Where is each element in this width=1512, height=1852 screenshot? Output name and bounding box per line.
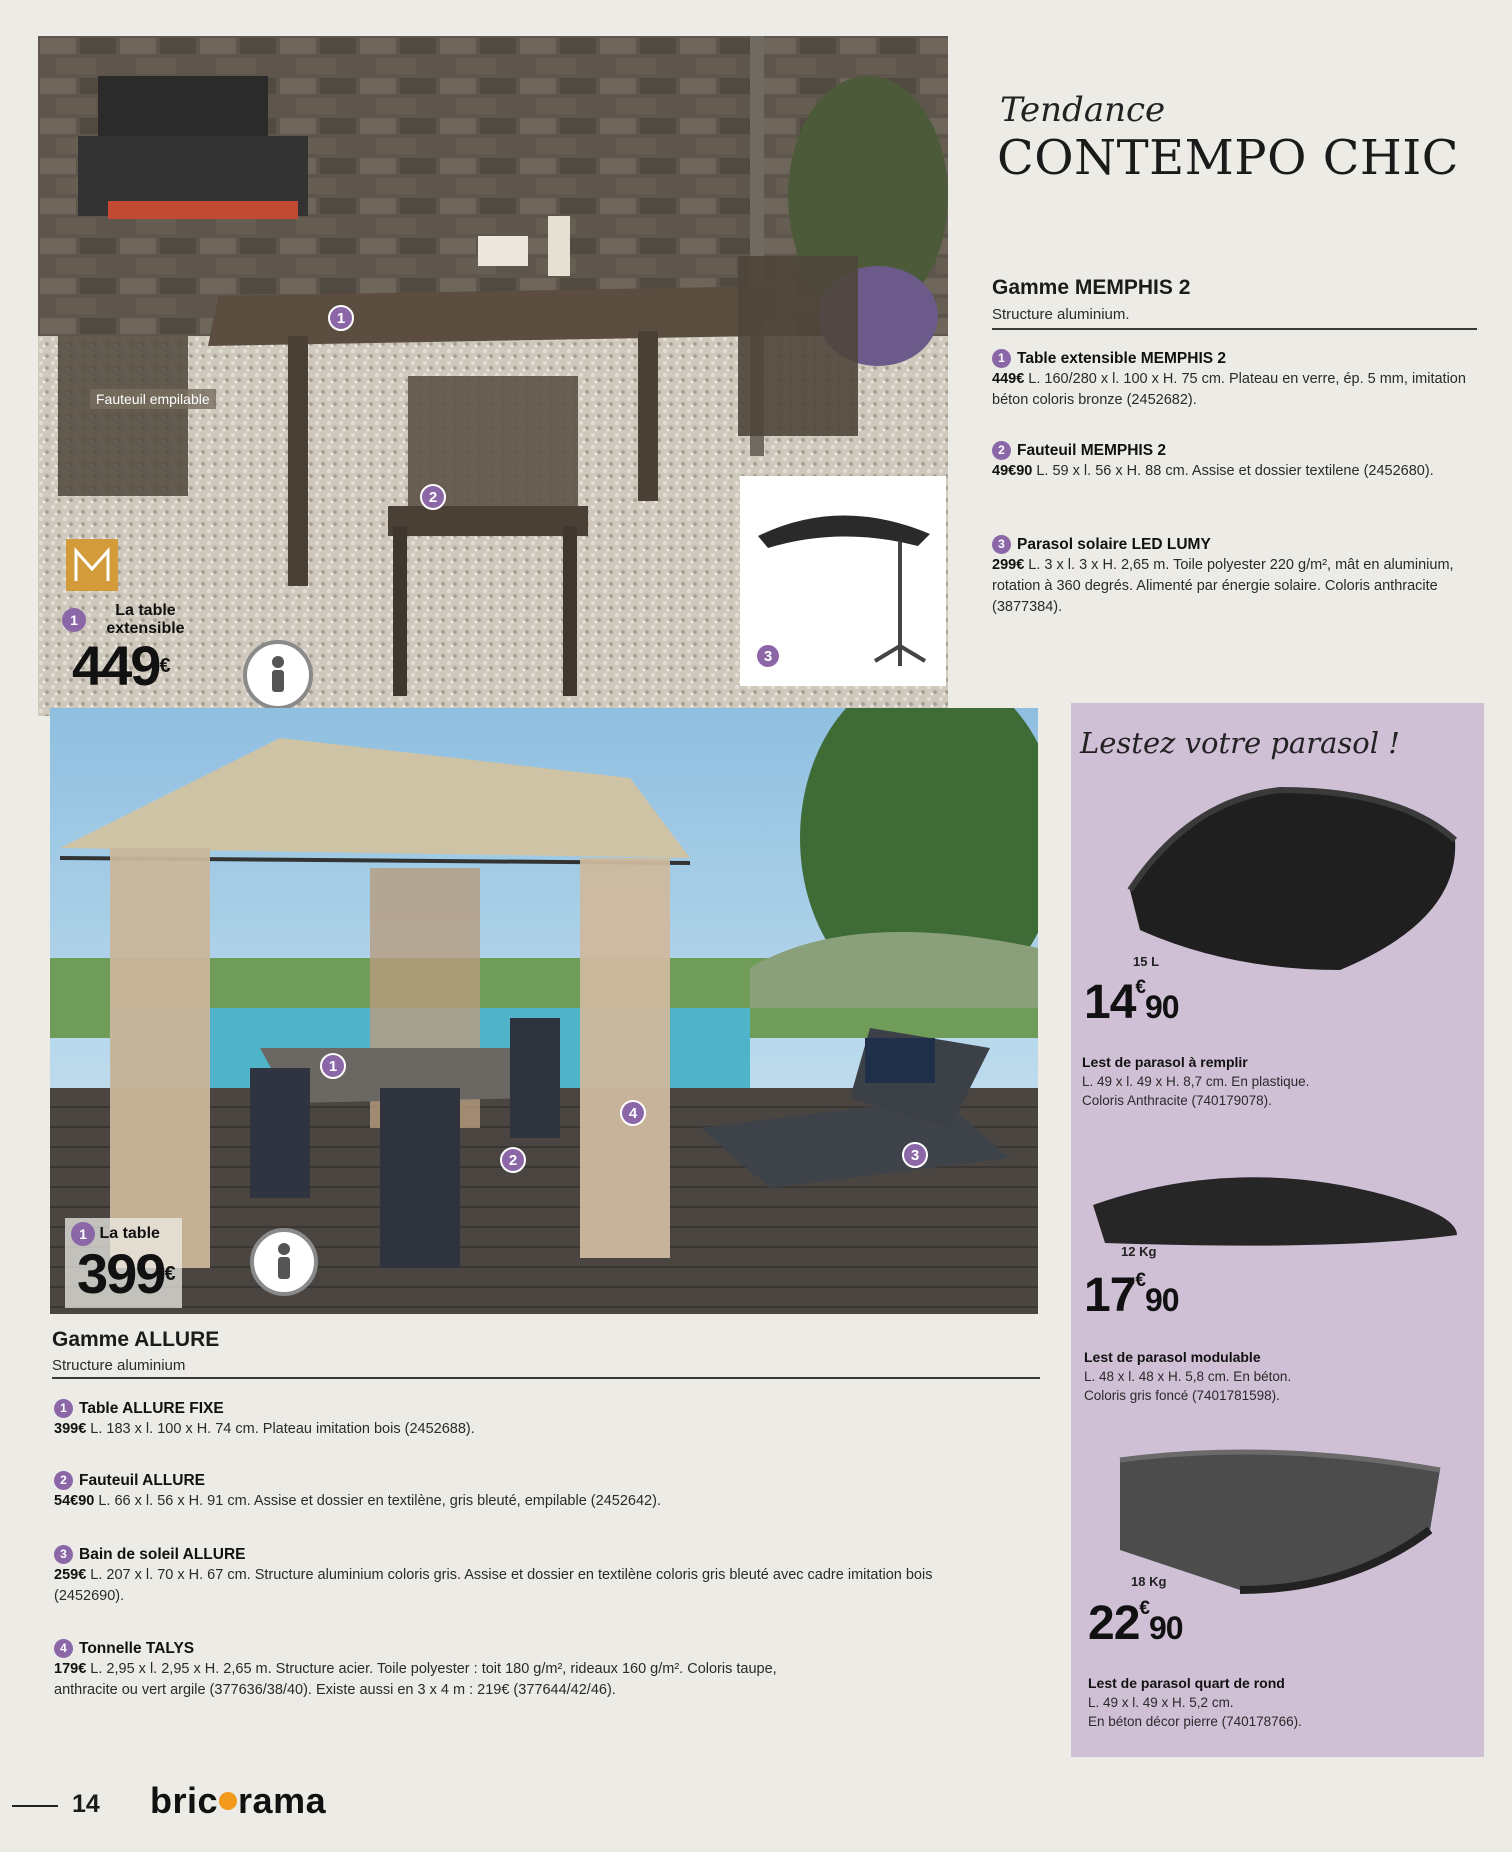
brand-logo: bric rama [150, 1780, 327, 1821]
item-desc: L. 2,95 x l. 2,95 x H. 2,65 m. Structure acier. Toile polyester : toit 180 g/m², rideaux 160 g/m². Coloris taupe, anthracite ou vert argile (377636/38/40). Existe aussi en 3 x 4 m : 219€ (377644/42/46). [54, 1661, 777, 1698]
usage-pictogram-icon [243, 640, 313, 710]
item-desc: L. 59 x l. 56 x H. 88 cm. Assise et dossier textilene (2452680). [1036, 463, 1434, 479]
allure-item-3 [54, 1544, 994, 1607]
memphis-item-2 [992, 440, 1472, 482]
item-num: 1 [992, 349, 1011, 368]
price-tag-value: 449€ [72, 634, 169, 697]
logo-dot-icon [219, 1792, 237, 1810]
parasol-base-1-image [1110, 780, 1470, 985]
promo-item-3-text [1088, 1674, 1468, 1731]
promo-item-2-volume: 12 Kg [1121, 1244, 1157, 1259]
item-name: Tonnelle TALYS [79, 1640, 195, 1657]
item-desc: L. 183 x l. 100 x H. 74 cm. Plateau imitation bois (2452688). [90, 1421, 475, 1437]
photo1-badge-1: 1 [328, 305, 354, 331]
item-desc: L. 66 x l. 56 x H. 91 cm. Assise et dossier en textilène, gris bleuté, empilable (2452642). [98, 1493, 661, 1509]
item-name: Fauteuil ALLURE [79, 1472, 206, 1489]
item-name: Fauteuil MEMPHIS 2 [1017, 442, 1166, 459]
promo-item-2-text [1084, 1348, 1474, 1405]
item-name: Parasol solaire LED LUMY [1017, 536, 1211, 553]
item-num: 3 [992, 535, 1011, 554]
photo1-badge-3: 3 [755, 643, 781, 669]
promo-item-3-volume: 18 Kg [1131, 1574, 1167, 1589]
promo-item-3-desc1: L. 49 x l. 49 x H. 5,2 cm. [1088, 1695, 1234, 1710]
price-tag-num: 1 [71, 1222, 95, 1246]
header-kicker: Tendance [1000, 90, 1166, 130]
allure-divider [52, 1377, 1040, 1379]
promo-item-1-text [1082, 1053, 1472, 1110]
photo2-badge-4: 4 [620, 1100, 646, 1126]
promo-item-2-desc2: Coloris gris foncé (7401781598). [1084, 1388, 1280, 1403]
memphis-logo [66, 539, 118, 591]
memphis-divider [992, 328, 1477, 330]
allure-title: Gamme ALLURE [52, 1328, 220, 1351]
item-desc: L. 160/280 x l. 100 x H. 75 cm. Plateau en verre, ép. 5 mm, imitation béton coloris bronze (2452682). [992, 371, 1466, 408]
promo-item-1-price: 14€90 [1084, 976, 1179, 1029]
item-price: 259€ [54, 1567, 87, 1583]
promo-item-1-desc2: Coloris Anthracite (740179078). [1082, 1093, 1272, 1108]
item-price: 399€ [54, 1421, 87, 1437]
item-desc: L. 207 x l. 70 x H. 67 cm. Structure aluminium coloris gris. Assise et dossier en textilène coloris gris bleuté avec cadre imitation bois (2452690). [54, 1567, 933, 1604]
allure-subtitle: Structure aluminium [52, 1357, 186, 1374]
parasol-base-2-image [1085, 1155, 1465, 1256]
promo-item-2-desc1: L. 48 x l. 48 x H. 5,8 cm. En béton. [1084, 1369, 1292, 1384]
price-tag-num: 1 [62, 608, 86, 632]
allure-item-4 [54, 1638, 844, 1701]
allure-price-tag [65, 1218, 182, 1308]
allure-item-2 [54, 1470, 1014, 1512]
price-tag-value: 399€ [77, 1242, 174, 1305]
footer-rule [12, 1805, 58, 1807]
promo-item-3-desc2: En béton décor pierre (740178766). [1088, 1714, 1302, 1729]
photo2-badge-2: 2 [500, 1147, 526, 1173]
promo-item-1-desc1: L. 49 x l. 49 x H. 8,7 cm. En plastique. [1082, 1074, 1310, 1089]
item-price: 449€ [992, 371, 1025, 387]
item-name: Table extensible MEMPHIS 2 [1017, 350, 1227, 367]
item-num: 2 [992, 441, 1011, 460]
memphis-price-tag [62, 602, 200, 697]
memphis-subtitle: Structure aluminium. [992, 306, 1130, 323]
promo-item-2-price: 17€90 [1084, 1269, 1179, 1322]
promo-item-3-name: Lest de parasol quart de rond [1088, 1675, 1285, 1691]
item-price: 54€90 [54, 1493, 95, 1509]
page-number: 14 [72, 1790, 100, 1818]
item-price: 179€ [54, 1661, 87, 1677]
promo-item-1-name: Lest de parasol à remplir [1082, 1054, 1248, 1070]
promo-item-3-price: 22€90 [1088, 1597, 1183, 1650]
memphis-item-1 [992, 348, 1472, 411]
item-num: 4 [54, 1639, 73, 1658]
item-num: 3 [54, 1545, 73, 1564]
photo1-badge-2: 2 [420, 484, 446, 510]
photo2-badge-3: 3 [902, 1142, 928, 1168]
promo-title: Lestez votre parasol ! [1080, 726, 1400, 760]
photo2-badge-1: 1 [320, 1053, 346, 1079]
price-tag-label: La table extensible [106, 602, 185, 637]
item-num: 2 [54, 1471, 73, 1490]
item-name: Table ALLURE FIXE [79, 1400, 224, 1417]
usage-pictogram-icon [250, 1228, 318, 1296]
allure-photo [50, 708, 1038, 1314]
promo-item-1-volume: 15 L [1133, 954, 1160, 969]
item-price: 49€90 [992, 463, 1033, 479]
page-title: CONTEMPO CHIC [997, 130, 1459, 186]
memphis-item-3 [992, 534, 1472, 618]
price-tag-label: La table [99, 1225, 160, 1242]
item-desc: L. 3 x l. 3 x H. 2,65 m. Toile polyester 220 g/m², mât en aluminium, rotation à 360 degrés. Alimenté par énergie solaire. Coloris anthracite (3877384). [992, 557, 1454, 615]
promo-item-2-name: Lest de parasol modulable [1084, 1349, 1261, 1365]
item-name: Bain de soleil ALLURE [79, 1546, 246, 1563]
allure-item-1 [54, 1398, 1014, 1440]
item-price: 299€ [992, 557, 1025, 573]
chair-label: Fauteuil empilable [90, 389, 216, 409]
memphis-title: Gamme MEMPHIS 2 [992, 276, 1191, 299]
item-num: 1 [54, 1399, 73, 1418]
